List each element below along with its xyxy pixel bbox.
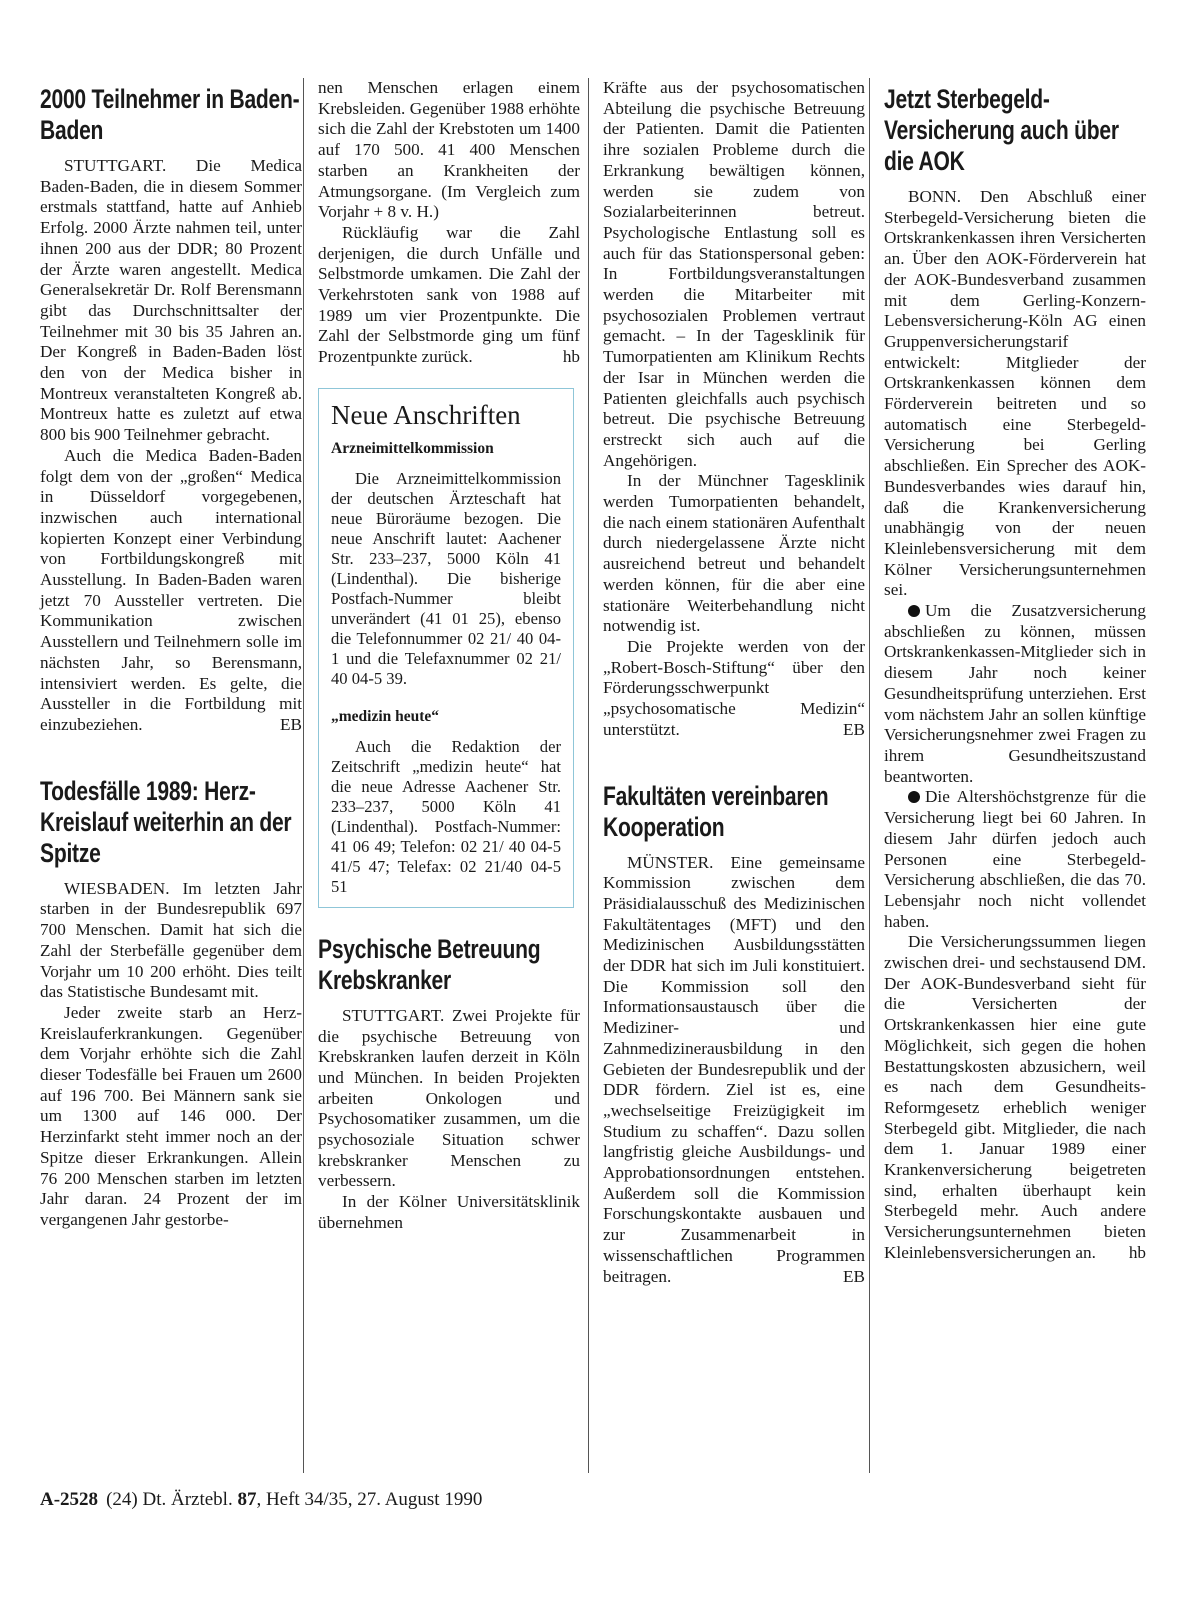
column-rule xyxy=(869,78,870,1473)
bullet-icon xyxy=(908,791,920,803)
new-addresses-box xyxy=(318,388,574,908)
column-rule xyxy=(588,78,589,1473)
article-paragraph: STUTTGART. Zwei Projekte für die psychische Betreuung von Krebskranken laufen derzeit in Köln und München. In beiden Projekten arbeiten Onkologen und Psychosomatiker zusammen, um die psychosoziale Situation schwer krebskranker Menschen zu verbessern. xyxy=(318,1005,580,1191)
headline-todesfaelle: Todesfälle 1989: Herz-Kreislauf weiterhin an der Spitze xyxy=(40,775,292,868)
article-paragraph: BONN. Den Abschluß einer Sterbegeld-Versicherung bieten die Ortskrankenkassen ihren Versicherten an. Über den AOK-Förderverein hat der AOK-Bundesverband zusammen mit dem Gerling-Konzern-Lebensversicherung-Köln AG einen Gruppenversicherungstarif entwickelt: Mitglieder der Ortskrankenkassen können dem Förderverein beitreten und so automatisch eine Sterbegeld-Versicherung bei Gerling abschließen. Ein Sprecher des AOK-Bundesverbandes wies darauf hin, daß die Krankenversicherung unabhängig von der neuen Kleinlebensversicherung mit dem Kölner Versicherungsunternehmen sei. xyxy=(884,187,1146,600)
article-paragraph: In der Münchner Tagesklinik werden Tumorpatienten behandelt, die nach einem stationären Aufenthalt durch niedergelassene Ärzte nicht ausreichend betreut und behandelt werden können, für die aber eine stationäre Weiterbehandlung nicht notwendig ist. xyxy=(603,471,865,636)
box-subheading: Arzneimittelkommission xyxy=(331,439,494,457)
headline-psychische-betreuung: Psychische Betreuung Krebskranker xyxy=(318,933,541,995)
article-paragraph: MÜNSTER. Eine gemeinsame Kommission zwischen dem Präsidialausschuß des Medizinischen Fakultätentages (MFT) und den Medizinischen Ausbildungsstätten der DDR hat sich im Juli konstituiert. Die Kommission soll den Informationsaustausch über die Mediziner- und Zahnmedizinerausbildung in den Gebieten der Bundesrepublik und der DDR fördern. Ziel ist es, eine „wechselseitige Freizügigkeit im Studium zu schaffen“. Dazu sollen langfristig gleiche Ausbildungs- und Approbationsordnungen entstehen. Außerdem soll die Kommission Forschungskontakte ausbauen und zur Zusammenarbeit in wissenschaftlichen Programmen beitragen. EB xyxy=(603,852,865,1286)
author-signature: EB xyxy=(280,714,302,734)
article-paragraph: Kräfte aus der psychosomatischen Abteilung die psychische Betreuung der Patienten. Damit die Patienten ihre sozialen Probleme durch die Erkrankung bewältigen können, werden sie zudem von Sozialarbeiterinnen betreut. Psychologische Entlastung soll es auch für das Stationspersonal geben: In Fortbildungsveranstaltungen werden die Mitarbeiter mit psychosozialen Problemen vertraut gemacht. – In der Tagesklinik für Tumorpatienten am Klinikum Rechts der Isar in München werden die Patienten gleichfalls auch psychisch betreut. Die psychische Betreuung erstreckt sich auch auf die Angehörigen. xyxy=(603,78,865,470)
journal-reference: (24) Dt. Ärztebl. 87, Heft 34/35, 27. August 1990 xyxy=(106,1489,483,1510)
box-paragraph: Auch die Redaktion der Zeitschrift „medizin heute“ hat die neue Adresse Aachener Str. 233–237, 5000 Köln 41 (Lindenthal). Postfach-Nummer: 41 06 49; Telefon: 02 21/ 40 04-5 41/5 47; Telefax: 02 21/40 04-5 51 xyxy=(331,736,561,896)
article-paragraph: Rückläufig war die Zahl derjenigen, die durch Unfälle und Selbstmorde umkamen. Die Zahl der Verkehrstoten sank von 1988 auf 1989 um vier Prozentpunkte. Die Zahl der Selbstmorde ging um fünf Prozentpunkte zurück. hb xyxy=(318,222,580,367)
article-paragraph: In der Kölner Universitätsklinik übernehmen xyxy=(318,1192,580,1232)
box-title: Neue Anschriften xyxy=(331,399,521,430)
article-paragraph: nen Menschen erlagen einem Krebsleiden. Gegenüber 1988 erhöhte sich die Zahl der Krebstoten um 1400 auf 170 500. 41 400 Menschen starben an Krankheiten der Atmungsorgane. (Im Vergleich zum Vorjahr + 8 v. H.) xyxy=(318,78,580,222)
bullet-paragraph: Die Altershöchstgrenze für die Versicherung liegt bei 60 Jahren. In diesem Jahr dürfen jedoch auch Personen eine Sterbegeld-Versicherung abschließen, die das 70. Lebensjahr noch nicht vollendet haben. xyxy=(884,787,1146,931)
headline-medica: 2000 Teilnehmer in Baden-Baden xyxy=(40,84,300,145)
bullet-paragraph: Um die Zusatzversicherung abschließen zu können, müssen Ortskrankenkassen-Mitglieder sich in diesem Jahr noch keiner Gesundheitsprüfung unterziehen. Erst vom nächstem Jahr an sollen künftige Versicherungsnehmer zwei Fragen zu ihrem Gesundheitszustand beantworten. xyxy=(884,601,1146,786)
page-number: A-2528 xyxy=(40,1489,99,1510)
box-paragraph: Die Arzneimittelkommission der deutschen Ärzteschaft hat neue Büroräume bezogen. Die neue Anschrift lautet: Aachener Str. 233–237, 5000 Köln 41 (Lindenthal). Die bisherige Postfach-Nummer bleibt unverändert (41 01 25), ebenso die Telefonnummer 02 21/ 40 04-1 und die Telefaxnummer 02 21/ 40 04-5 39. xyxy=(331,468,561,688)
column-rule xyxy=(303,78,304,1473)
box-subheading: „medizin heute“ xyxy=(331,707,440,725)
article-paragraph: WIESBADEN. Im letzten Jahr starben in der Bundesrepublik 697 700 Menschen. Damit hat sich die Zahl der Sterbefälle gegenüber dem Vorjahr um 10 200 erhöht. Dies teilt das Statistische Bundesamt mit. xyxy=(40,878,302,1002)
article-paragraph: Auch die Medica Baden-Baden folgt dem von der „großen“ Medica in Düsseldorf vorgegebenen, inzwischen auch international kopierten Konzept einer Verbindung von Fortbildungskongreß mit Ausstellung. In Baden-Baden waren jetzt 70 Aussteller vertreten. Die Kommunikation zwischen Ausstellern und Teilnehmern solle im nächsten Jahr, so Berensmann, intensiviert werden. Es gelte, die Aussteller in die Fortbildung mit einzubeziehen. EB xyxy=(40,445,302,734)
column-1 xyxy=(40,78,302,1231)
author-signature: EB xyxy=(843,1266,865,1286)
column-2 xyxy=(318,78,580,1234)
column-4 xyxy=(884,78,1146,1264)
author-signature: hb xyxy=(562,347,580,367)
article-paragraph: Die Projekte werden von der „Robert-Bosch-Stiftung“ über den Förderungsschwerpunkt „psychosomatische Medizin“ unterstützt. EB xyxy=(603,636,865,739)
bullet-icon xyxy=(908,605,920,617)
author-signature: hb xyxy=(1128,1242,1146,1262)
headline-fakultaeten: Fakultäten vereinbaren Kooperation xyxy=(603,780,829,842)
headline-sterbegeld: Jetzt Sterbegeld-Versicherung auch über die AOK xyxy=(884,84,1119,176)
article-paragraph: Jeder zweite starb an Herz-Kreislauferkrankungen. Gegenüber dem Vorjahr erhöhte sich die Zahl dieser Todesfälle bei Frauen um 2600 auf 196 700. Bei Männern sank sie um 1300 auf 146 000. Der Herzinfarkt steht immer noch an der Spitze dieser Erkrankungen. Allein 76 200 Menschen starben im letzten Jahr daran. 24 Prozent der im vergangenen Jahr gestorbe- xyxy=(40,1002,302,1229)
article-paragraph: STUTTGART. Die Medica Baden-Baden, die in diesem Sommer erstmals stattfand, hatte auf Anhieb Erfolg. 2000 Ärzte nahmen teil, unter ihnen 200 aus der DDR; 80 Prozent der Ärzte waren angestellt. Medica Generalsekretär Dr. Rolf Berensmann gibt das Durchschnittsalter der Teilnehmer mit 30 bis 35 Jahren an. Der Kongreß in Baden-Baden löst den von der Medica bisher in Montreux veranstalteten Kongreß ab. Montreux hatte es zuletzt auf etwa 800 bis 900 Teilnehmer gebracht. xyxy=(40,156,302,445)
article-paragraph: Die Versicherungssummen liegen zwischen drei- und sechstausend DM. Der AOK-Bundesverband sieht für die Versicherten der Ortskrankenkassen hier eine gute Möglichkeit, sich gegen die hohen Bestattungskosten abzusichern, weil es nach dem Gesundheits-Reformgesetz erheblich weniger Sterbegeld gibt. Mitglieder, die nach dem 1. Januar 1989 einer Krankenversicherung beigetreten sind, erhalten überhaupt kein Sterbegeld mehr. Auch andere Versicherungsunternehmen bieten Kleinlebensversicherungen an. hb xyxy=(884,932,1146,1262)
column-3 xyxy=(603,78,865,1287)
author-signature: EB xyxy=(843,719,865,739)
page-footer xyxy=(40,1489,482,1511)
